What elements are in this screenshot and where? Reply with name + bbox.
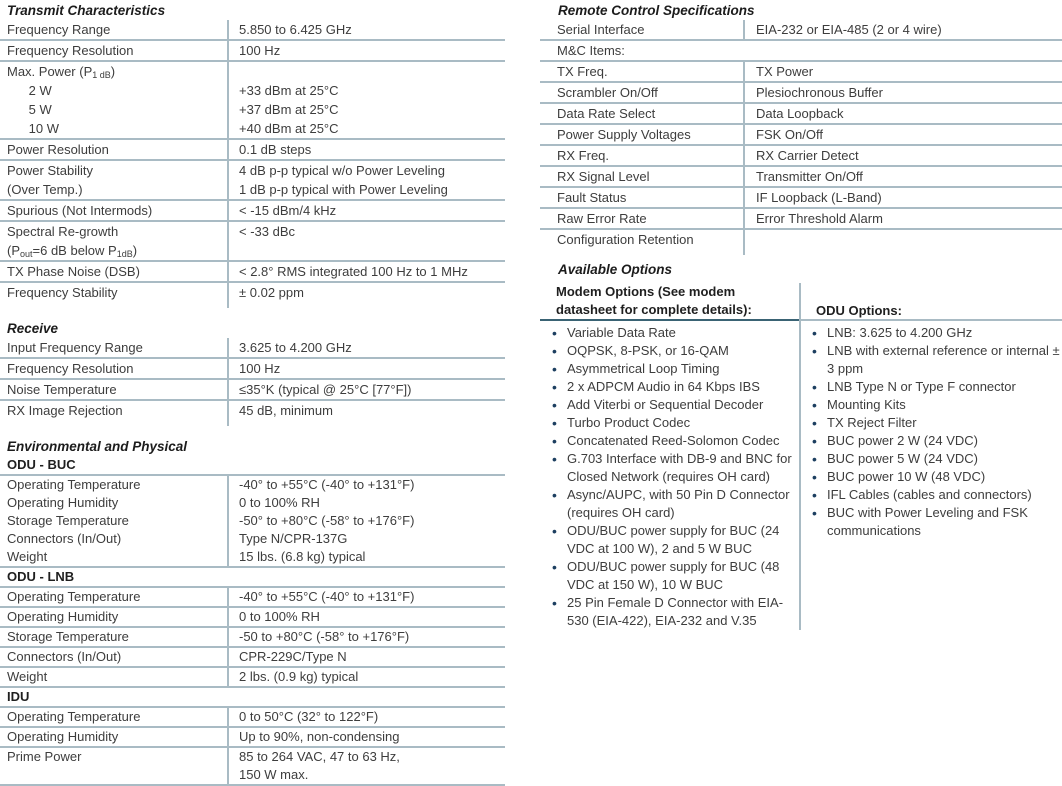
receive-table [0,338,505,426]
transmit-table [0,20,505,308]
spec-row [0,494,505,512]
list-item: • BUC power 5 W (24 VDC) [801,450,1062,468]
spec-row [0,20,505,41]
odu-options-list [801,324,1062,540]
modem-options-title: Modem Options (See modem datasheet for complete details): [540,283,799,321]
list-item: • LNB with external reference or internal ± 3 ppm [801,342,1062,378]
spec-row [0,708,505,728]
spec-row [0,628,505,648]
spec-value: FSK On/Off [756,127,823,142]
spec-row [0,476,505,494]
spec-label: Connectors (In/Out) [0,530,229,548]
available-options-heading: Available Options [558,262,673,277]
spec-row [0,283,505,302]
spec-label: Max. Power $(P_{1 dB})$ 2 W 5 W 10 W [0,62,229,138]
environmental-table [0,456,505,786]
list-item: • Variable Data Rate [540,324,799,342]
spec-value: +33 dBm at 25°C +37 dBm at 25°C +40 dBm at 25°C [239,83,339,136]
spec-label: RX Image Rejection [0,401,229,420]
list-item: • OQPSK, 8-PSK, or 16-QAM [540,342,799,360]
spec-label: Power Supply Voltages [540,125,745,144]
spec-value: Transmitter On/Off [756,169,863,184]
group-heading-odu-buc: ODU - BUC [0,456,505,476]
spec-value: -40° to +55°C (-40° to +131°F) [239,477,415,492]
spec-value: 100 Hz [239,361,281,376]
spec-row [0,548,505,568]
spec-value: 5.850 to 6.425 GHz [239,22,352,37]
spec-row [0,530,505,548]
list-item: • Concatenated Reed-Solomon Codec [540,432,799,450]
remote-control-heading: Remote Control Specifications [558,3,755,18]
spec-label: Frequency Resolution [0,359,229,378]
list-item: • Add Viterbi or Sequential Decoder [540,396,799,414]
list-item: • BUC with Power Leveling and FSK communications [801,504,1062,540]
spec-value: TX Power [756,64,814,79]
list-item: • ODU/BUC power supply for BUC (24 VDC at 100 W), 2 and 5 W BUC [540,522,799,558]
spec-row [0,380,505,401]
spec-label: Frequency Resolution [0,41,229,60]
spec-row [540,104,1062,125]
transmit-characteristics-heading: Transmit Characteristics [7,3,166,18]
spec-label: Spectral Re-growth ($P_{out}=6$ dB below $P_{1dB}$) [0,222,229,260]
spec-value: 3.625 to 4.200 GHz [239,340,352,355]
spec-value: Up to 90%, non-condensing [239,729,400,744]
spec-label: Operating Temperature [0,708,229,726]
spec-row [0,668,505,688]
spec-value: 4 dB p-p typical w/o Power Leveling 1 dB p-p typical with Power Leveling [239,163,448,197]
spec-label: Operating Humidity [0,728,229,746]
spec-value: < 2.8° RMS integrated 100 Hz to 1 MHz [239,264,468,279]
spec-value [745,230,1062,249]
spec-value: RX Carrier Detect [756,148,859,163]
spec-value: < -33 dBc [239,224,296,239]
spec-value: 0 to 50°C (32° to 122°F) [239,709,379,724]
spec-row [0,201,505,222]
list-item: • BUC power 10 W (48 VDC) [801,468,1062,486]
mc-items-row: M&C Items: [540,41,1062,62]
spec-value: 15 lbs. (6.8 kg) typical [239,549,366,564]
list-item: • IFL Cables (cables and connectors) [801,486,1062,504]
spec-label: Frequency Stability [0,283,229,302]
spec-value: 0 to 100% RH [239,495,320,510]
spec-label: Operating Temperature [0,588,229,606]
spec-row [0,338,505,359]
spec-value: -50° to +80°C (-58° to +176°F) [239,513,415,528]
spec-label: Operating Temperature [0,476,229,494]
spec-value: Plesiochronous Buffer [756,85,883,100]
divider-stub [540,249,1062,255]
spec-row [0,359,505,380]
spec-label: Configuration Retention [540,230,745,249]
group-heading-odu-lnb: ODU - LNB [0,568,505,588]
list-item: • ODU/BUC power supply for BUC (48 VDC at 150 W), 10 W BUC [540,558,799,594]
spec-label: Data Rate Select [540,104,745,123]
spec-value: ± 0.02 ppm [239,285,304,300]
list-item: • LNB: 3.625 to 4.200 GHz [801,324,1062,342]
spec-label: Connectors (In/Out) [0,648,229,666]
list-item: • BUC power 2 W (24 VDC) [801,432,1062,450]
spec-label: Noise Temperature [0,380,229,399]
spec-value: 2 lbs. (0.9 kg) typical [239,669,359,684]
spec-value: 0 to 100% RH [239,609,320,624]
spec-label: Spurious (Not Intermods) [0,201,229,220]
spec-label: TX Freq. [540,62,745,81]
spec-value: Type N/CPR-137G [239,531,348,546]
spec-value: -40° to +55°C (-40° to +131°F) [239,589,415,604]
right-column [540,2,1062,630]
spec-label: Frequency Range [0,20,229,39]
spec-label: Power Resolution [0,140,229,159]
spec-row [0,748,505,786]
spec-label: Storage Temperature [0,628,229,646]
group-heading-idu: IDU [0,688,505,708]
spec-row [0,161,505,201]
list-item: • LNB Type N or Type F connector [801,378,1062,396]
list-item: • Mounting Kits [801,396,1062,414]
spec-row [0,222,505,262]
spec-row [0,648,505,668]
spec-row [540,230,1062,249]
spec-label: Weight [0,668,229,686]
spec-value: ≤35°K (typical @ 25°C [77°F]) [239,382,412,397]
spec-label: Weight [0,548,229,566]
spec-value: Data Loopback [756,106,844,121]
spec-label: RX Freq. [540,146,745,165]
spec-row [540,209,1062,230]
spec-row [540,62,1062,83]
spec-value: 85 to 264 VAC, 47 to 63 Hz, 150 W max. [239,749,400,782]
divider-stub [0,420,505,426]
spec-label: Fault Status [540,188,745,207]
spec-label: Storage Temperature [0,512,229,530]
remote-control-table [540,20,1062,255]
spec-value: -50 to +80°C (-58° to +176°F) [239,629,410,644]
spec-label: TX Phase Noise (DSB) [0,262,229,281]
receive-heading: Receive [7,321,59,336]
modem-options-list [540,324,799,630]
divider-stub [0,302,505,308]
spec-label: Operating Humidity [0,608,229,626]
spec-label: Operating Humidity [0,494,229,512]
list-item: • Asymmetrical Loop Timing [540,360,799,378]
spec-row [540,83,1062,104]
spec-row [540,188,1062,209]
spec-label: Scrambler On/Off [540,83,745,102]
spec-label: Prime Power [0,748,229,784]
spec-value: IF Loopback (L-Band) [756,190,882,205]
spec-row [540,167,1062,188]
spec-label: Power Stability (Over Temp.) [0,161,229,199]
list-item: • G.703 Interface with DB-9 and BNC for Closed Network (requires OH card) [540,450,799,486]
odu-options-title: ODU Options: [801,283,1062,321]
list-item: • Async/AUPC, with 50 Pin D Connector (requires OH card) [540,486,799,522]
spec-value: 100 Hz [239,43,281,58]
odu-options-column [801,283,1062,630]
environmental-heading: Environmental and Physical [7,439,188,454]
spec-label: Serial Interface [540,20,745,39]
spec-label: Raw Error Rate [540,209,745,228]
spec-label: RX Signal Level [540,167,745,186]
spec-value: Error Threshold Alarm [756,211,883,226]
spec-value: CPR-229C/Type N [239,649,347,664]
modem-options-column [540,283,801,630]
spec-row [0,728,505,748]
list-item: • Turbo Product Codec [540,414,799,432]
spec-value: 45 dB, minimum [239,403,333,418]
spec-row [0,608,505,628]
spec-value: < -15 dBm/4 kHz [239,203,337,218]
spec-row [0,62,505,140]
spec-label: Input Frequency Range [0,338,229,357]
list-item: • 25 Pin Female D Connector with EIA-530 (EIA-422), EIA-232 and V.35 [540,594,799,630]
spec-row [540,146,1062,167]
spec-row [0,588,505,608]
spec-row [0,140,505,161]
spec-row [540,125,1062,146]
spec-value: EIA-232 or EIA-485 (2 or 4 wire) [756,22,942,37]
list-item: • 2 x ADPCM Audio in 64 Kbps IBS [540,378,799,396]
spec-row [0,512,505,530]
spec-row [0,401,505,420]
available-options [540,283,1062,630]
spec-row [0,262,505,283]
list-item: • TX Reject Filter [801,414,1062,432]
left-column [0,2,505,786]
spec-row [540,20,1062,41]
spec-row [0,41,505,62]
spec-value: 0.1 dB steps [239,142,312,157]
